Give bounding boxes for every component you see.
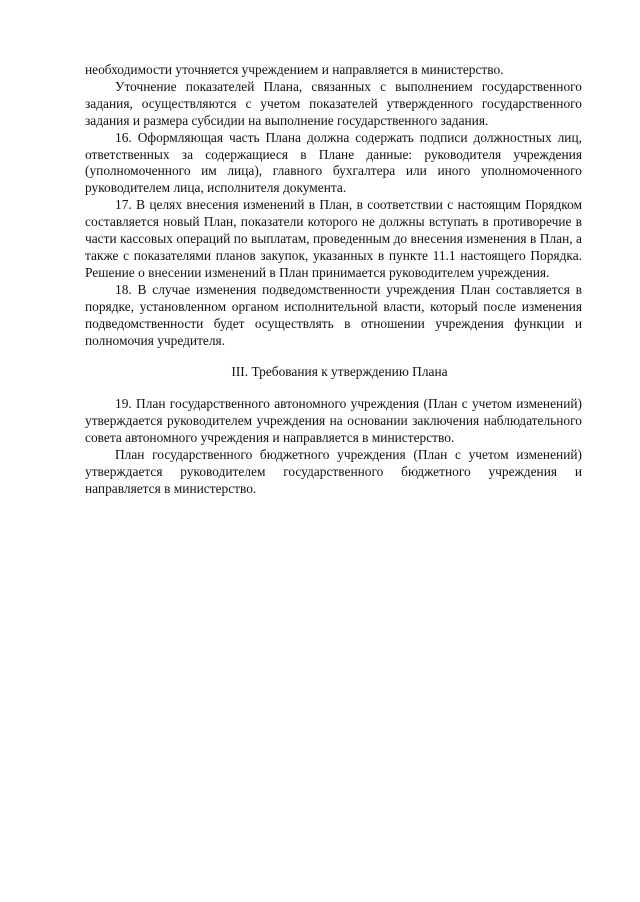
section-heading: III. Требования к утверждению Плана: [231, 364, 448, 380]
paragraph-budget-plan: План государственного бюджетного учреждения (План с учетом изменений) утверждается руководителем государственного бюджетного учреждения и направляется в министерство.: [85, 447, 582, 496]
paragraph-16: 16. Оформляющая часть Плана должна содержать подписи должностных лиц, ответственных за содержащиеся в Плане данные: руководителя учреждения (уполномоченного им лица), главного бухгалтера или иного уполномоченного руководителем лица, исполнителя документа.: [85, 129, 582, 196]
paragraph-19: 19. План государственного автономного учреждения (План с учетом изменений) утверждается руководителем учреждения на основании заключения наблюдательного совета автономного учреждения и направляется в министерство.: [85, 396, 582, 446]
paragraph-17: 17. В целях внесения изменений в План, в соответствии с настоящим Порядком составляется новый План, показатели которого не должны вступать в противоречие в части кассовых операций по выплатам, проведенным до внесения изменения в План, а также с показателями планов закупок, указанных в пункте 11.1 настоящего Порядка. Решение о внесении изменений в План принимается руководителем учреждения.: [85, 197, 582, 280]
document-body: [85, 62, 582, 498]
paragraph-continuation: необходимости уточняется учреждением и направляется в министерство.: [85, 62, 504, 77]
paragraph-18: 18. В случае изменения подведомственности учреждения План составляется в порядке, установленном органом исполнительной власти, который после изменения подведомственности будет осуществлять в отношении учреждения функции и полномочия учредителя.: [85, 281, 582, 348]
paragraph-plan-clarification: Уточнение показателей Плана, связанных с выполнением государственного задания, осуществляются с учетом показателей утвержденного государственного задания и размера субсидии на выполнение государственного задания.: [85, 78, 582, 128]
